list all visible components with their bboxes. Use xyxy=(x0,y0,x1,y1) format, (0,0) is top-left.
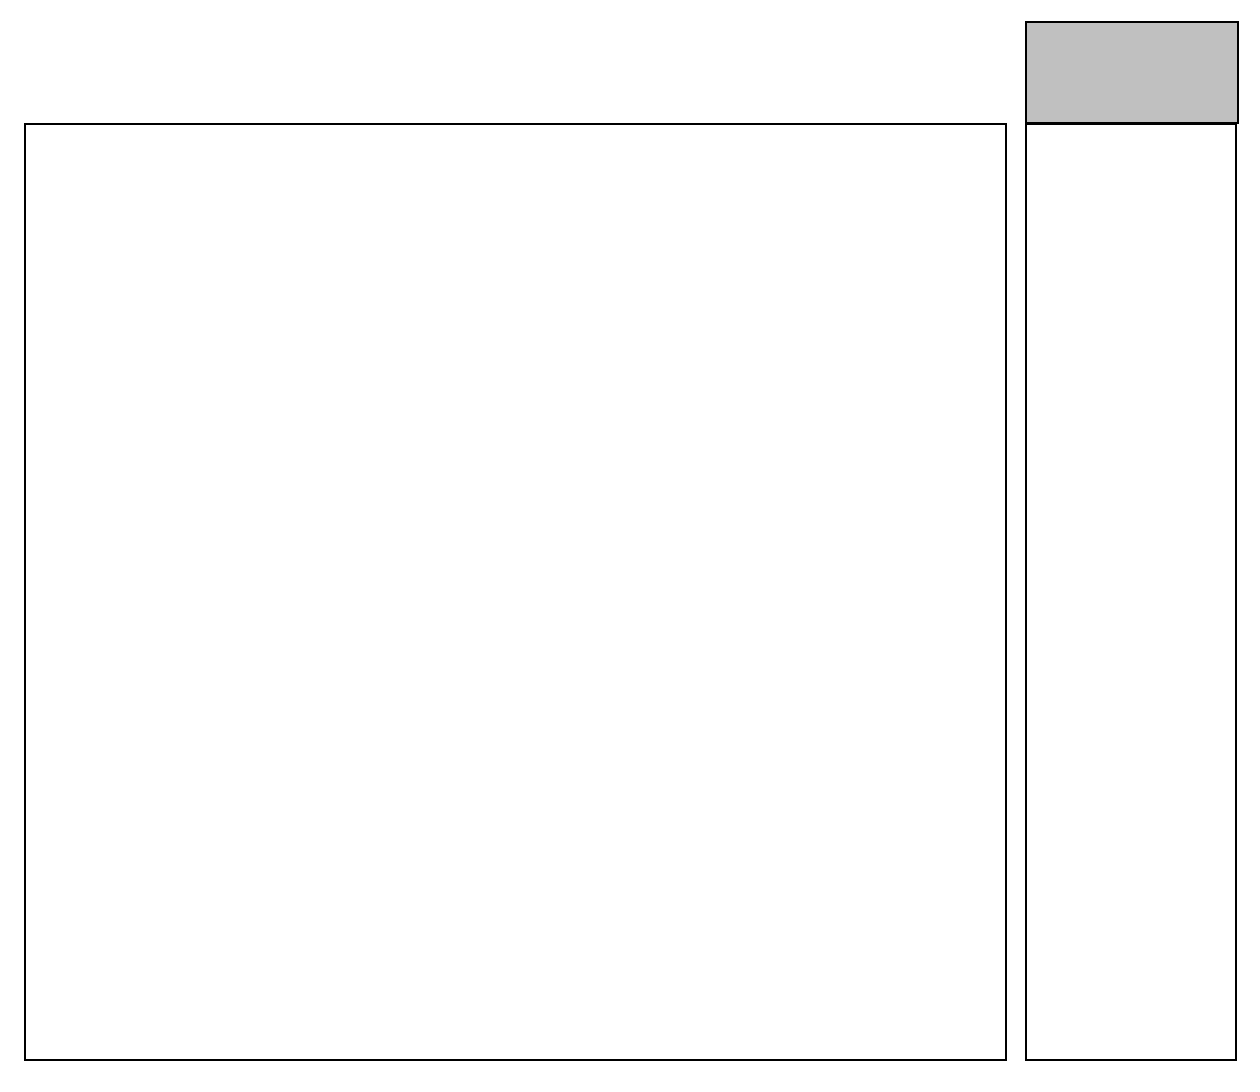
tariff-table xyxy=(24,123,1007,1061)
gray-header-box xyxy=(1025,21,1239,124)
price-column xyxy=(1025,123,1237,1061)
